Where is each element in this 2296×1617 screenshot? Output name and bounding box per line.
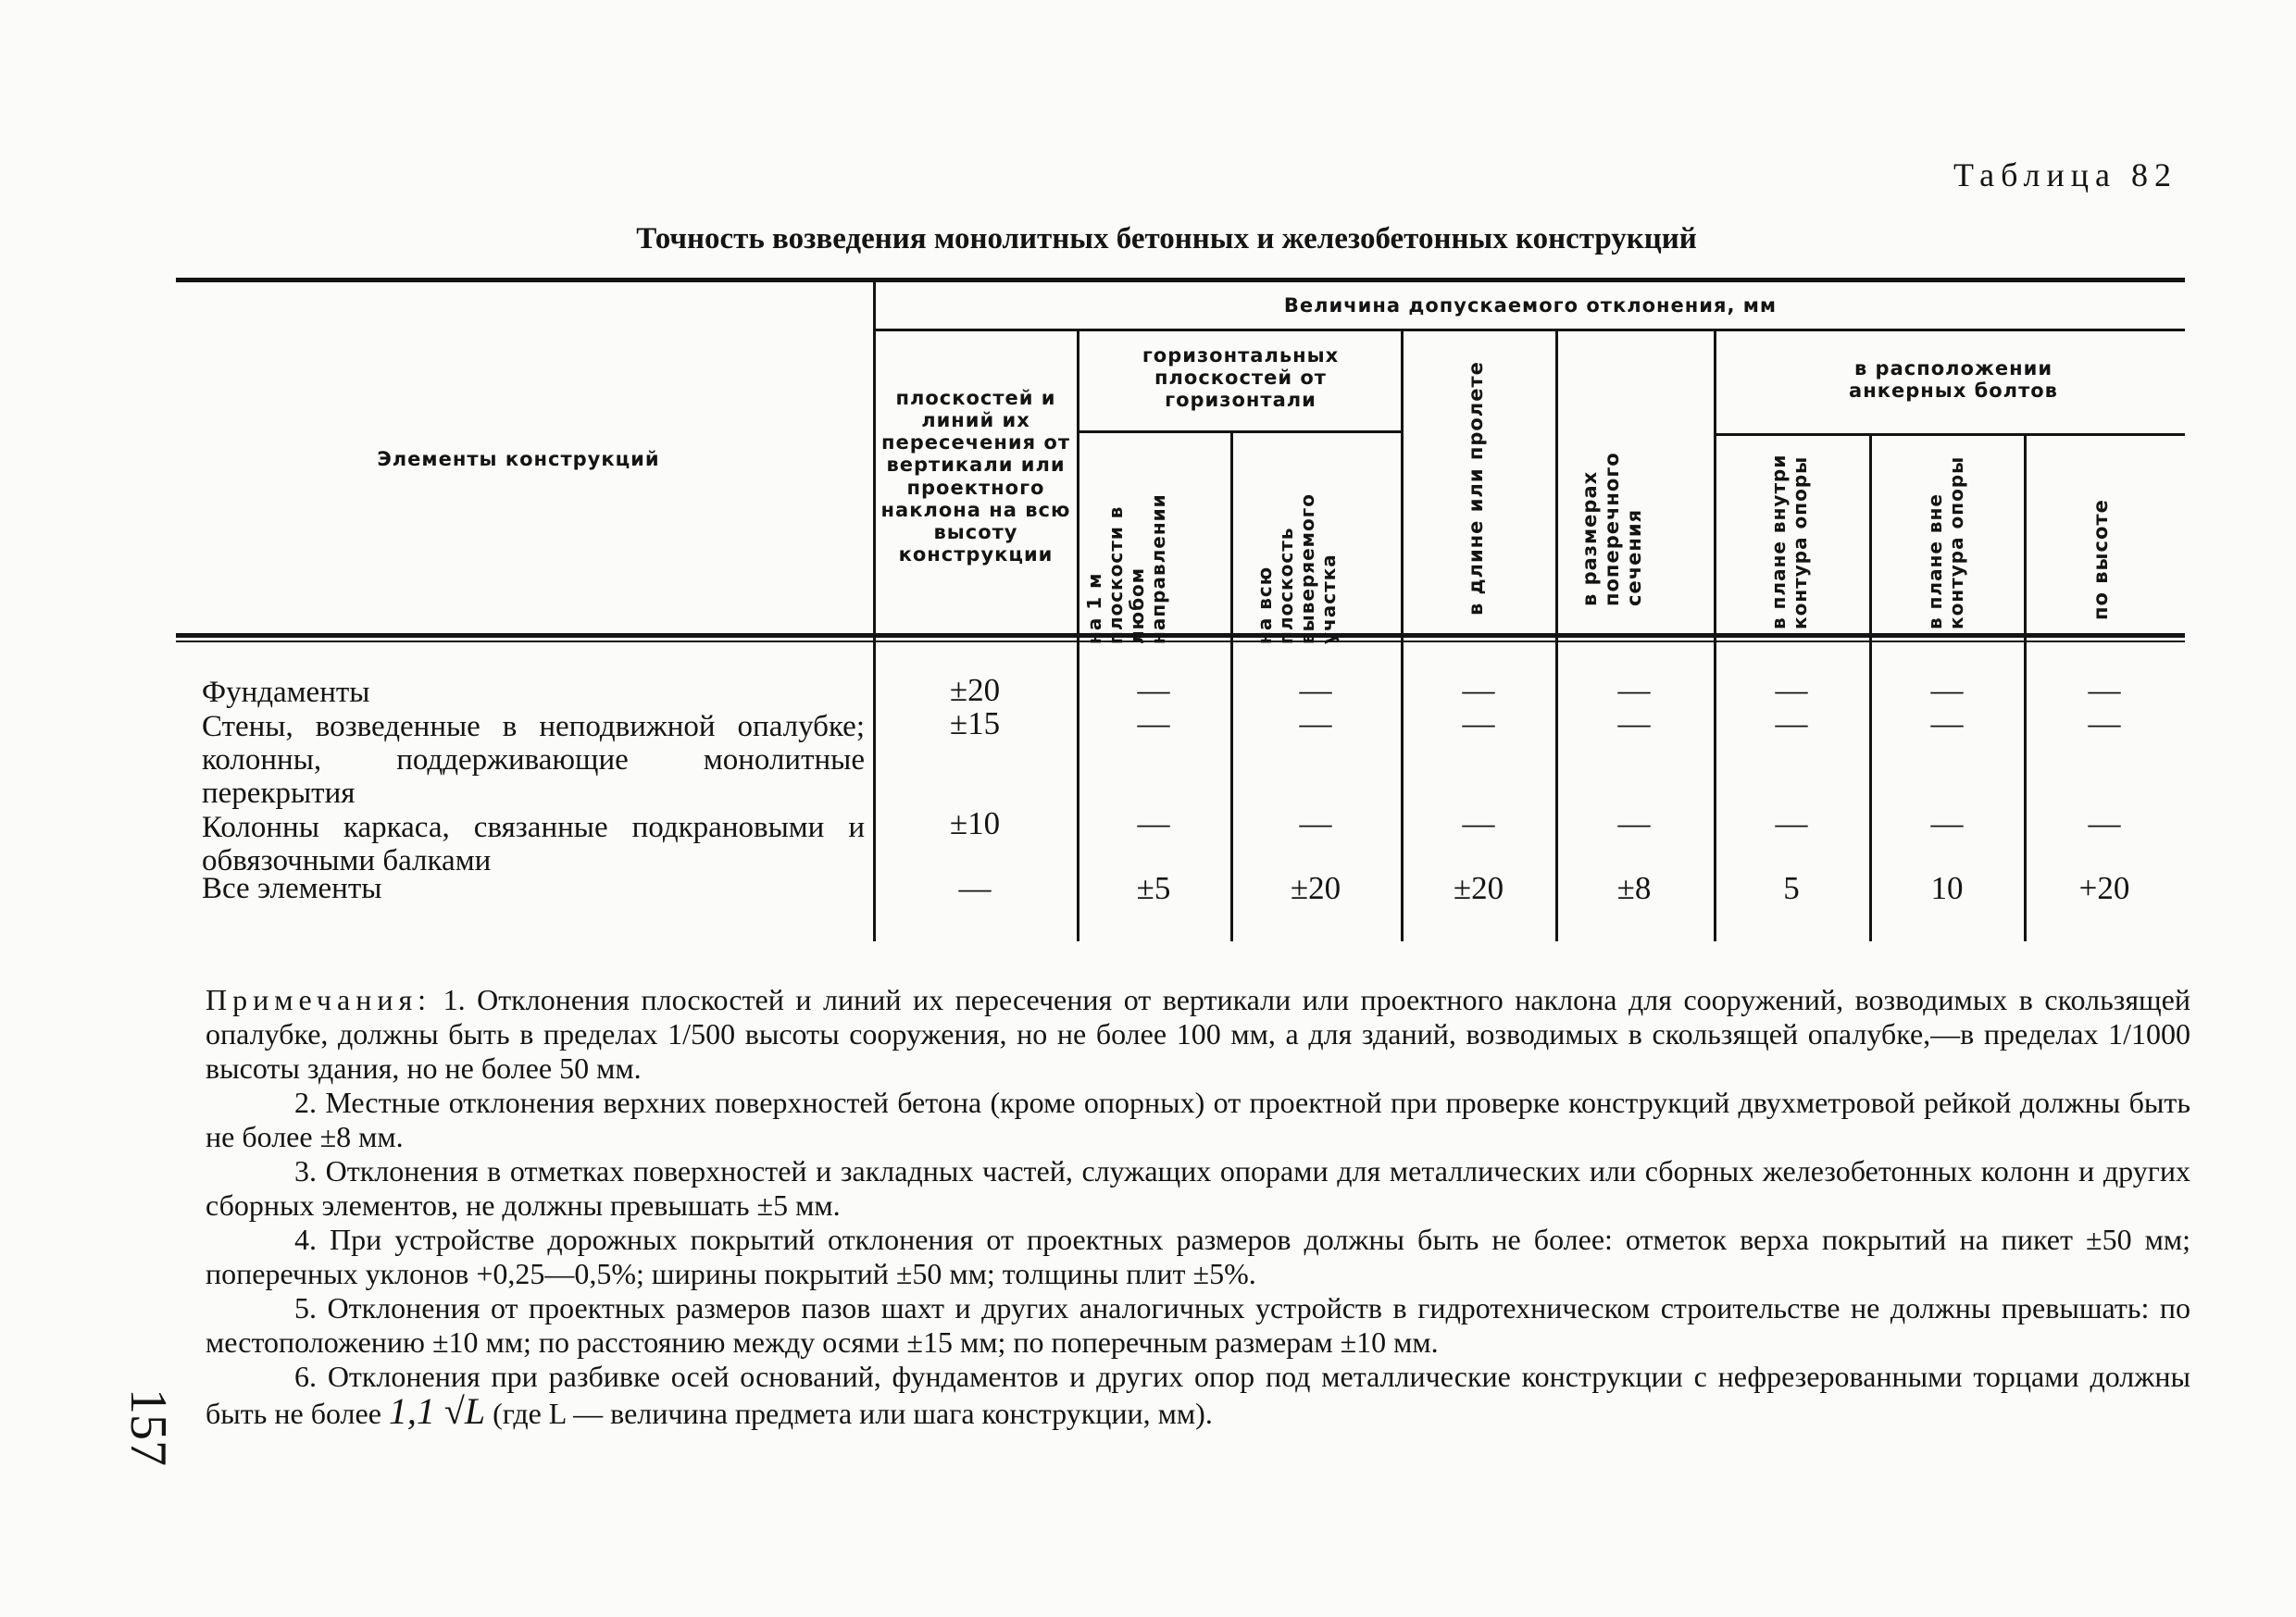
- cell-r2-c4: —: [1462, 705, 1495, 741]
- cell-r2-c8: —: [2088, 705, 2121, 741]
- header-a-height: по высоте: [2090, 499, 2112, 620]
- col-divider-3: [1230, 430, 1233, 941]
- note-3: 3. Отклонения в отметках поверхностей и закладных частей, служащих опорами для металлических или сборных железобетонных колонн и других сборных элементов, не должны превышать ±5 мм.: [206, 1154, 2190, 1222]
- cell-r4-c7: 10: [1930, 870, 1964, 906]
- header-line-anchor: [1714, 433, 2185, 436]
- col-divider-2: [1077, 329, 1079, 941]
- cell-r1-c5: —: [1617, 672, 1651, 708]
- cell-r4-c8: +20: [2078, 870, 2130, 906]
- col-divider-4: [1401, 329, 1404, 941]
- cell-r4-c3: ±20: [1290, 870, 1341, 906]
- cell-r3-c5: —: [1617, 805, 1651, 841]
- cell-r3-c7: —: [1930, 805, 1964, 841]
- col-divider-1: [873, 282, 876, 941]
- notes-block: [206, 983, 2190, 1431]
- header-h-all: на всю плоскость выверяемого участка: [1254, 493, 1340, 644]
- cell-r1-c7: —: [1930, 672, 1964, 708]
- cell-r2-c5: —: [1617, 705, 1651, 741]
- header-line-deviation: [873, 329, 2185, 331]
- header-line-horizontal: [1077, 430, 1401, 433]
- table-title: Точность возведения монолитных бетонных и железобетонных конструкций: [636, 222, 1697, 255]
- header-elements: Элементы конструкций: [377, 448, 660, 470]
- cell-r2-c6: —: [1775, 705, 1808, 741]
- col-divider-6: [1714, 329, 1716, 941]
- header-h-1m: на 1 м плоскости в любом направлении: [1083, 493, 1169, 644]
- cell-r1-c1: ±20: [949, 672, 1001, 708]
- cell-r3-c1: ±10: [949, 805, 1001, 841]
- row-label-3: Колонны каркаса, связанные подкрановыми и обвязочными балками: [202, 811, 865, 877]
- note-1-text: 1. Отклонения плоскостей и линий их пересечения от вертикали или проектного наклона для сооружений, возводимых в скользящей опалубке, должны быть в пределах 1/500 высоты сооружения, но не более 100 мм, а для зданий, возводимых в скользящей опалубке,—в пределах 1/1000 высоты здания, но не более 50 мм.: [206, 983, 2190, 1085]
- cell-r1-c8: —: [2088, 672, 2121, 708]
- cell-r2-c1: ±15: [949, 705, 1001, 741]
- cell-r4-c4: ±20: [1453, 870, 1504, 906]
- cell-r3-c8: —: [2088, 805, 2121, 841]
- cell-r1-c3: —: [1299, 672, 1332, 708]
- cell-r4-c6: 5: [1783, 870, 1800, 906]
- note-6: [206, 1360, 2190, 1431]
- row-label-4: Все элементы: [202, 872, 382, 905]
- header-planes: плоскостей и линий их пересечения от вертикали или проектного наклона на всю высоту конструкции: [880, 387, 1071, 566]
- note-2: 2. Местные отклонения верхних поверхностей бетона (кроме опорных) от проектной при проверке конструкций двухметровой рейкой должны быть не более ±8 мм.: [206, 1086, 2190, 1153]
- header-a-outside: в плане вне контура опоры: [1924, 455, 1967, 629]
- row-label-1: Фундаменты: [202, 676, 370, 709]
- table-top-rule: [176, 278, 2185, 282]
- cell-r1-c2: —: [1137, 672, 1170, 708]
- note-6-formula: 1,1 √L: [388, 1390, 486, 1432]
- header-length: в длине или пролете: [1465, 361, 1487, 616]
- col-divider-5: [1555, 329, 1558, 941]
- header-horizontal: горизонтальных плоскостей от горизонтали: [1142, 344, 1340, 412]
- col-divider-7: [1869, 433, 1872, 941]
- cell-r2-c2: —: [1137, 705, 1170, 741]
- cell-r3-c3: —: [1299, 805, 1332, 841]
- cell-r4-c1: —: [958, 870, 992, 906]
- note-4: 4. При устройстве дорожных покрытий отклонения от проектных размеров должны быть не более: отметок верха покрытий на пикет ±50 мм; поперечных уклонов +0,25—0,5%; ширины покрытий ±50 мм; толщины плит ±5%.: [206, 1223, 2190, 1290]
- cell-r4-c2: ±5: [1136, 870, 1171, 906]
- note-6-text: 6. Отклонения при разбивке осей оснований, фундаментов и других опор под металлические конструкции с нефрезерованными торцами должны быть не более: [206, 1360, 2190, 1430]
- cell-r1-c4: —: [1462, 672, 1495, 708]
- header-a-inside: в плане внутри контура опоры: [1767, 454, 1811, 629]
- header-bottom-rule: [176, 633, 2185, 638]
- table-number: Таблица 82: [1953, 156, 2177, 193]
- header-bottom-rule-2: [176, 641, 2185, 642]
- note-1: [206, 983, 2190, 1086]
- cell-r2-c7: —: [1930, 705, 1964, 741]
- cell-r2-c3: —: [1299, 705, 1332, 741]
- header-section: в размерах поперечного сечения: [1578, 452, 1646, 606]
- header-anchor: в расположении анкерных болтов: [1849, 357, 2058, 403]
- col-divider-8: [2024, 433, 2027, 941]
- cell-r3-c2: —: [1137, 805, 1170, 841]
- cell-r4-c5: ±8: [1616, 870, 1652, 906]
- page-number: 157: [119, 1388, 177, 1466]
- note-6-tail: (где L — величина предмета или шага конструкции, мм).: [493, 1397, 1213, 1430]
- note-5: 5. Отклонения от проектных размеров пазов шахт и других аналогичных устройств в гидротехническом строительстве не должны превышать: по местоположению ±10 мм; по расстоянию между осями ±15 мм; по поперечным размерам ±10 мм.: [206, 1291, 2190, 1359]
- notes-heading: Примечания:: [206, 983, 432, 1016]
- cell-r3-c6: —: [1775, 805, 1808, 841]
- cell-r3-c4: —: [1462, 805, 1495, 841]
- header-deviation: Величина допускаемого отклонения, мм: [1283, 294, 1778, 317]
- cell-r1-c6: —: [1775, 672, 1808, 708]
- row-label-2: Стены, возведенные в неподвижной опалубке; колонны, поддерживающие монолитные перекрытия: [202, 710, 865, 810]
